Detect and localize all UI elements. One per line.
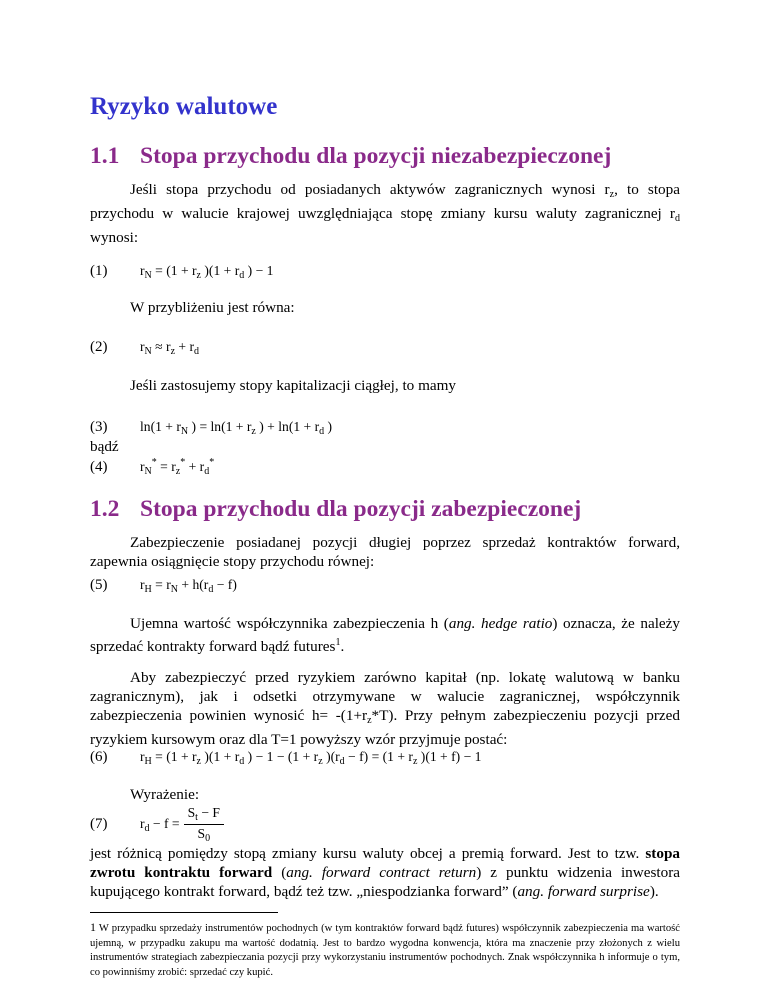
continuous-text: Jeśli zastosujemy stopy kapitalizacji ciągłej, to mamy	[130, 377, 457, 394]
intro-text-1: Jeśli stopa przychodu od posiadanych aktywów zagranicznych wynosi r	[130, 181, 610, 198]
equation-1	[90, 263, 273, 281]
approx-text: W przybliżeniu jest równa:	[130, 299, 295, 316]
footnote-ref-1[interactable]: 1	[335, 637, 341, 648]
intro-text-1b: , to stopa	[614, 181, 680, 198]
section-1-2-para-3	[90, 668, 680, 749]
section-1-2-para-4	[90, 844, 680, 901]
para-4-text-b: (	[281, 864, 287, 881]
footnote-1-mark: 1	[90, 920, 96, 934]
equation-6-number: (6)	[90, 749, 108, 765]
section-1-1-number: 1.1	[90, 143, 120, 169]
equation-5	[90, 577, 237, 595]
para-2-text-c: .	[340, 638, 345, 655]
intro-sub-d: d	[675, 213, 680, 224]
equation-4-number: (4)	[90, 459, 108, 475]
para-4-term: stopa zwrotu kontraktu forward	[90, 845, 680, 881]
equation-6-formula: $r_H = (1 + r_z$ )($1 + r_d$ ) − $1 - (1 + r_z$ )$(r_d - f) = (1 + r_z$ )(1 + f) − 1	[140, 749, 482, 767]
intro-sub-z: z	[609, 189, 615, 200]
footnote-1	[90, 920, 680, 980]
equation-3-number: (3)	[90, 419, 108, 435]
para-3-text-b: *T). Przy pełnym zabezpieczeniu pozycji przed ryzykiem kursowym oraz dla T=1 powyższy wzór przyjmuje postać:	[90, 707, 680, 748]
equation-7-numerator: $S_t - F$	[184, 805, 224, 825]
expression-text: Wyrażenie:	[130, 786, 200, 803]
para-4-english-term-1: ang. forward contract return	[286, 864, 477, 881]
para-4-text-d: ).	[649, 883, 659, 900]
document-title: Ryzyko walutowe	[90, 93, 278, 120]
equation-2-formula: $r_N \approx r_z + r_d$	[140, 339, 200, 357]
equation-7	[90, 805, 224, 844]
para-3-text-a: Aby zabezpieczyć przed ryzykiem zarówno kapitał (np. lokatę walutową w banku zagranicznym), jak i odsetki otrzymywane w walucie zagranicznej, współczynnik zabezpieczenia powinien wynosić h= -(1+r	[90, 669, 680, 724]
equation-7-number: (7)	[90, 816, 108, 832]
section-1-1-title: Stopa przychodu dla pozycji niezabezpieczonej	[140, 143, 612, 169]
equation-3	[90, 419, 332, 437]
equation-4	[90, 457, 214, 477]
or-text: bądź	[90, 438, 119, 455]
equation-2	[90, 339, 199, 357]
section-1-2-number: 1.2	[90, 496, 120, 522]
equation-4-formula: $r_N^* = r_z^* + r_d^*$	[140, 457, 215, 477]
section-1-1-heading	[90, 143, 611, 170]
equation-7-denominator: $S_0$	[197, 826, 211, 844]
section-1-1-intro	[90, 180, 680, 247]
para-3-sub-z: z	[367, 715, 372, 726]
equation-6	[90, 749, 481, 767]
section-1-2-title: Stopa przychodu dla pozycji zabezpieczonej	[140, 496, 582, 522]
equation-1-formula: $r_N = (1 + r_z$ )($1 + r_d$ ) − 1	[140, 263, 274, 281]
intro-text-2: przychodu w walucie krajowej uwzględniająca stopę zmiany kursu waluty zagranicznej r	[90, 205, 675, 222]
footnote-1-text: W przypadku sprzedaży instrumentów pochodnych (w tym kontraktów forward bądź futures) współczynnik zabezpieczenia ma wartość ujemną, w przypadku zakupu ma wartość dodatnią. Jest to bardzo wygodna konwencja, która ma znaczenie przy złożonych z wielu instrumentów strategiach zabezpieczania pozycji przy wykorzystaniu instrumentów pochodnych. Znak współczynnika h informuje o tym, co powinniśmy zrobić: sprzedać czy kupić.	[90, 923, 680, 978]
section-1-2-para-1: Zabezpieczenie posiadanej pozycji długiej poprzez sprzedaż kontraktów forward, zapewnia osiągnięcie stopy przychodu równej:	[90, 534, 680, 570]
equation-3-formula: $\ln(1 + r_N$ ) = $\ln(1 + r_z$ ) + $\ln(1 + r_d$ )	[140, 419, 333, 437]
section-1-2-para-2	[90, 614, 680, 656]
para-4-english-term-2: ang. forward surprise	[517, 883, 650, 900]
equation-7-fraction	[184, 805, 224, 844]
equation-5-number: (5)	[90, 577, 108, 593]
equation-1-number: (1)	[90, 263, 108, 279]
para-2-text-a: Ujemna wartość współczynnika zabezpieczenia h (	[130, 615, 449, 632]
footnote-separator	[90, 912, 278, 913]
para-4-text-c: ) z punktu widzenia inwestora kupującego kontrakt forward, bądź też tzw. „niespodzianka forward” (	[90, 864, 680, 900]
para-4-text-a: jest różnicą pomiędzy stopą zmiany kursu waluty obcej a premią forward. Jest to tzw.	[90, 845, 640, 862]
intro-text-3: wynosi:	[90, 229, 139, 246]
equation-2-number: (2)	[90, 339, 108, 355]
para-2-text-b: ) oznacza, że należy sprzedać kontrakty forward bądź futures	[90, 615, 681, 655]
para-2-hedge-ratio: ang. hedge ratio	[448, 615, 553, 632]
section-1-2-heading	[90, 496, 581, 523]
equation-7-lhs: $r_d - f$ =	[140, 815, 180, 834]
equation-5-formula: $r_H = r_N + h(r_d - f)$	[140, 577, 237, 595]
